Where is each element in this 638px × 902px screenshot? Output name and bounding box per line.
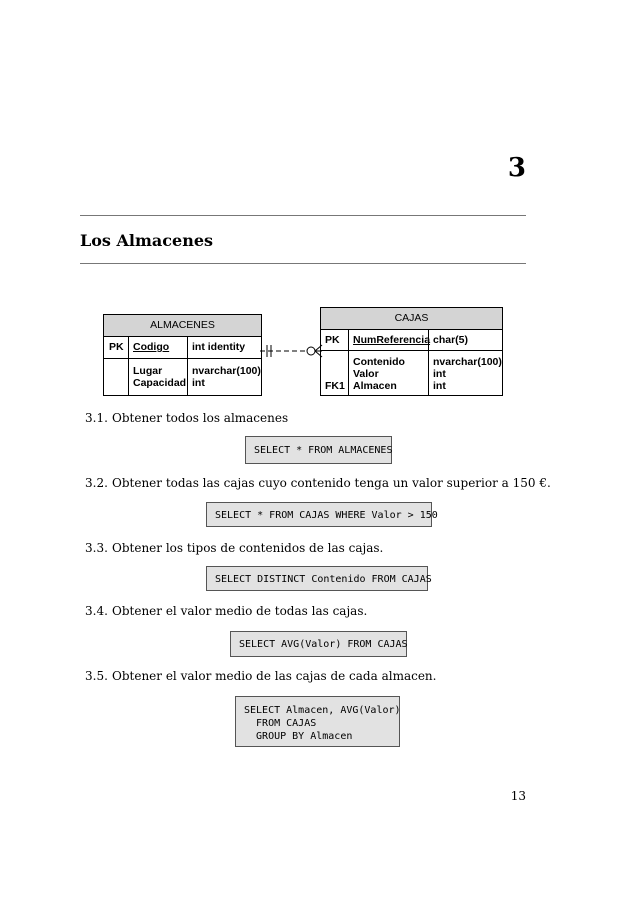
sql-code-block bbox=[245, 436, 392, 464]
almacenes-pk-label: PK bbox=[109, 341, 124, 353]
question-text: Obtener el valor medio de las cajas de cada almacen. bbox=[112, 669, 437, 683]
cajas-field: Valor bbox=[353, 368, 379, 380]
header-rule-bottom bbox=[80, 263, 526, 264]
cajas-field-type: nvarchar(100) bbox=[433, 356, 502, 368]
sql-code-block bbox=[206, 566, 432, 591]
almacenes-field-type: int bbox=[192, 377, 205, 389]
question-number: 3.4. bbox=[85, 604, 108, 618]
question-text: Obtener el valor medio de todas las cajas. bbox=[112, 604, 368, 618]
almacenes-fields-row bbox=[104, 359, 261, 395]
cajas-pk-field: NumReferencia bbox=[353, 334, 431, 346]
cajas-field-type: int bbox=[433, 380, 446, 392]
almacenes-pk-type: int identity bbox=[192, 341, 246, 353]
question-item bbox=[85, 410, 288, 426]
question-item bbox=[85, 603, 367, 619]
cajas-field-type: int bbox=[433, 368, 446, 380]
code-line: SELECT DISTINCT Contenido FROM CAJAS bbox=[215, 574, 432, 585]
chapter-number: 3 bbox=[507, 153, 526, 183]
code-line: FROM CAJAS bbox=[244, 718, 317, 729]
almacenes-pk-field: Codigo bbox=[133, 341, 170, 353]
cajas-fields-row bbox=[321, 351, 502, 395]
question-item bbox=[85, 540, 383, 556]
cajas-field: Almacen bbox=[353, 380, 397, 392]
cajas-pk-type: char(5) bbox=[433, 334, 469, 346]
relationship-connector bbox=[258, 342, 324, 360]
question-text: Obtener todas las cajas cuyo contenido tenga un valor superior a 150 €. bbox=[112, 476, 551, 490]
almacenes-field: Lugar bbox=[133, 365, 163, 377]
question-item bbox=[85, 475, 551, 491]
question-text: Obtener todos los almacenes bbox=[112, 411, 289, 425]
question-text: Obtener los tipos de contenidos de las cajas. bbox=[112, 541, 384, 555]
chapter-title: Los Almacenes bbox=[80, 231, 214, 250]
code-line: GROUP BY Almacen bbox=[244, 731, 353, 742]
almacenes-field: Capacidad bbox=[133, 377, 187, 389]
cajas-fk-label: FK1 bbox=[325, 380, 345, 392]
sql-code-block bbox=[230, 631, 407, 657]
code-line: SELECT * FROM CAJAS WHERE Valor > 150 bbox=[215, 510, 438, 521]
question-number: 3.1. bbox=[85, 411, 108, 425]
header-rule-top bbox=[80, 215, 526, 216]
sql-code-block bbox=[206, 502, 438, 527]
almacenes-table bbox=[103, 314, 262, 396]
code-line: SELECT Almacen, AVG(Valor) bbox=[244, 705, 401, 716]
almacenes-field-type: nvarchar(100) bbox=[192, 365, 261, 377]
almacenes-pk-row bbox=[104, 337, 261, 359]
sql-code-block bbox=[235, 696, 400, 747]
cajas-field: Contenido bbox=[353, 356, 405, 368]
cajas-table-title: CAJAS bbox=[321, 308, 502, 330]
question-item bbox=[85, 668, 436, 684]
cajas-table bbox=[320, 307, 503, 396]
question-number: 3.3. bbox=[85, 541, 108, 555]
code-line: SELECT AVG(Valor) FROM CAJAS bbox=[239, 639, 408, 650]
question-number: 3.5. bbox=[85, 669, 108, 683]
page-number: 13 bbox=[510, 789, 526, 803]
almacenes-table-title: ALMACENES bbox=[104, 315, 261, 337]
cajas-pk-label: PK bbox=[325, 334, 340, 346]
question-number: 3.2. bbox=[85, 476, 108, 490]
code-line: SELECT * FROM ALMACENES bbox=[254, 445, 393, 456]
cajas-pk-row bbox=[321, 330, 502, 351]
